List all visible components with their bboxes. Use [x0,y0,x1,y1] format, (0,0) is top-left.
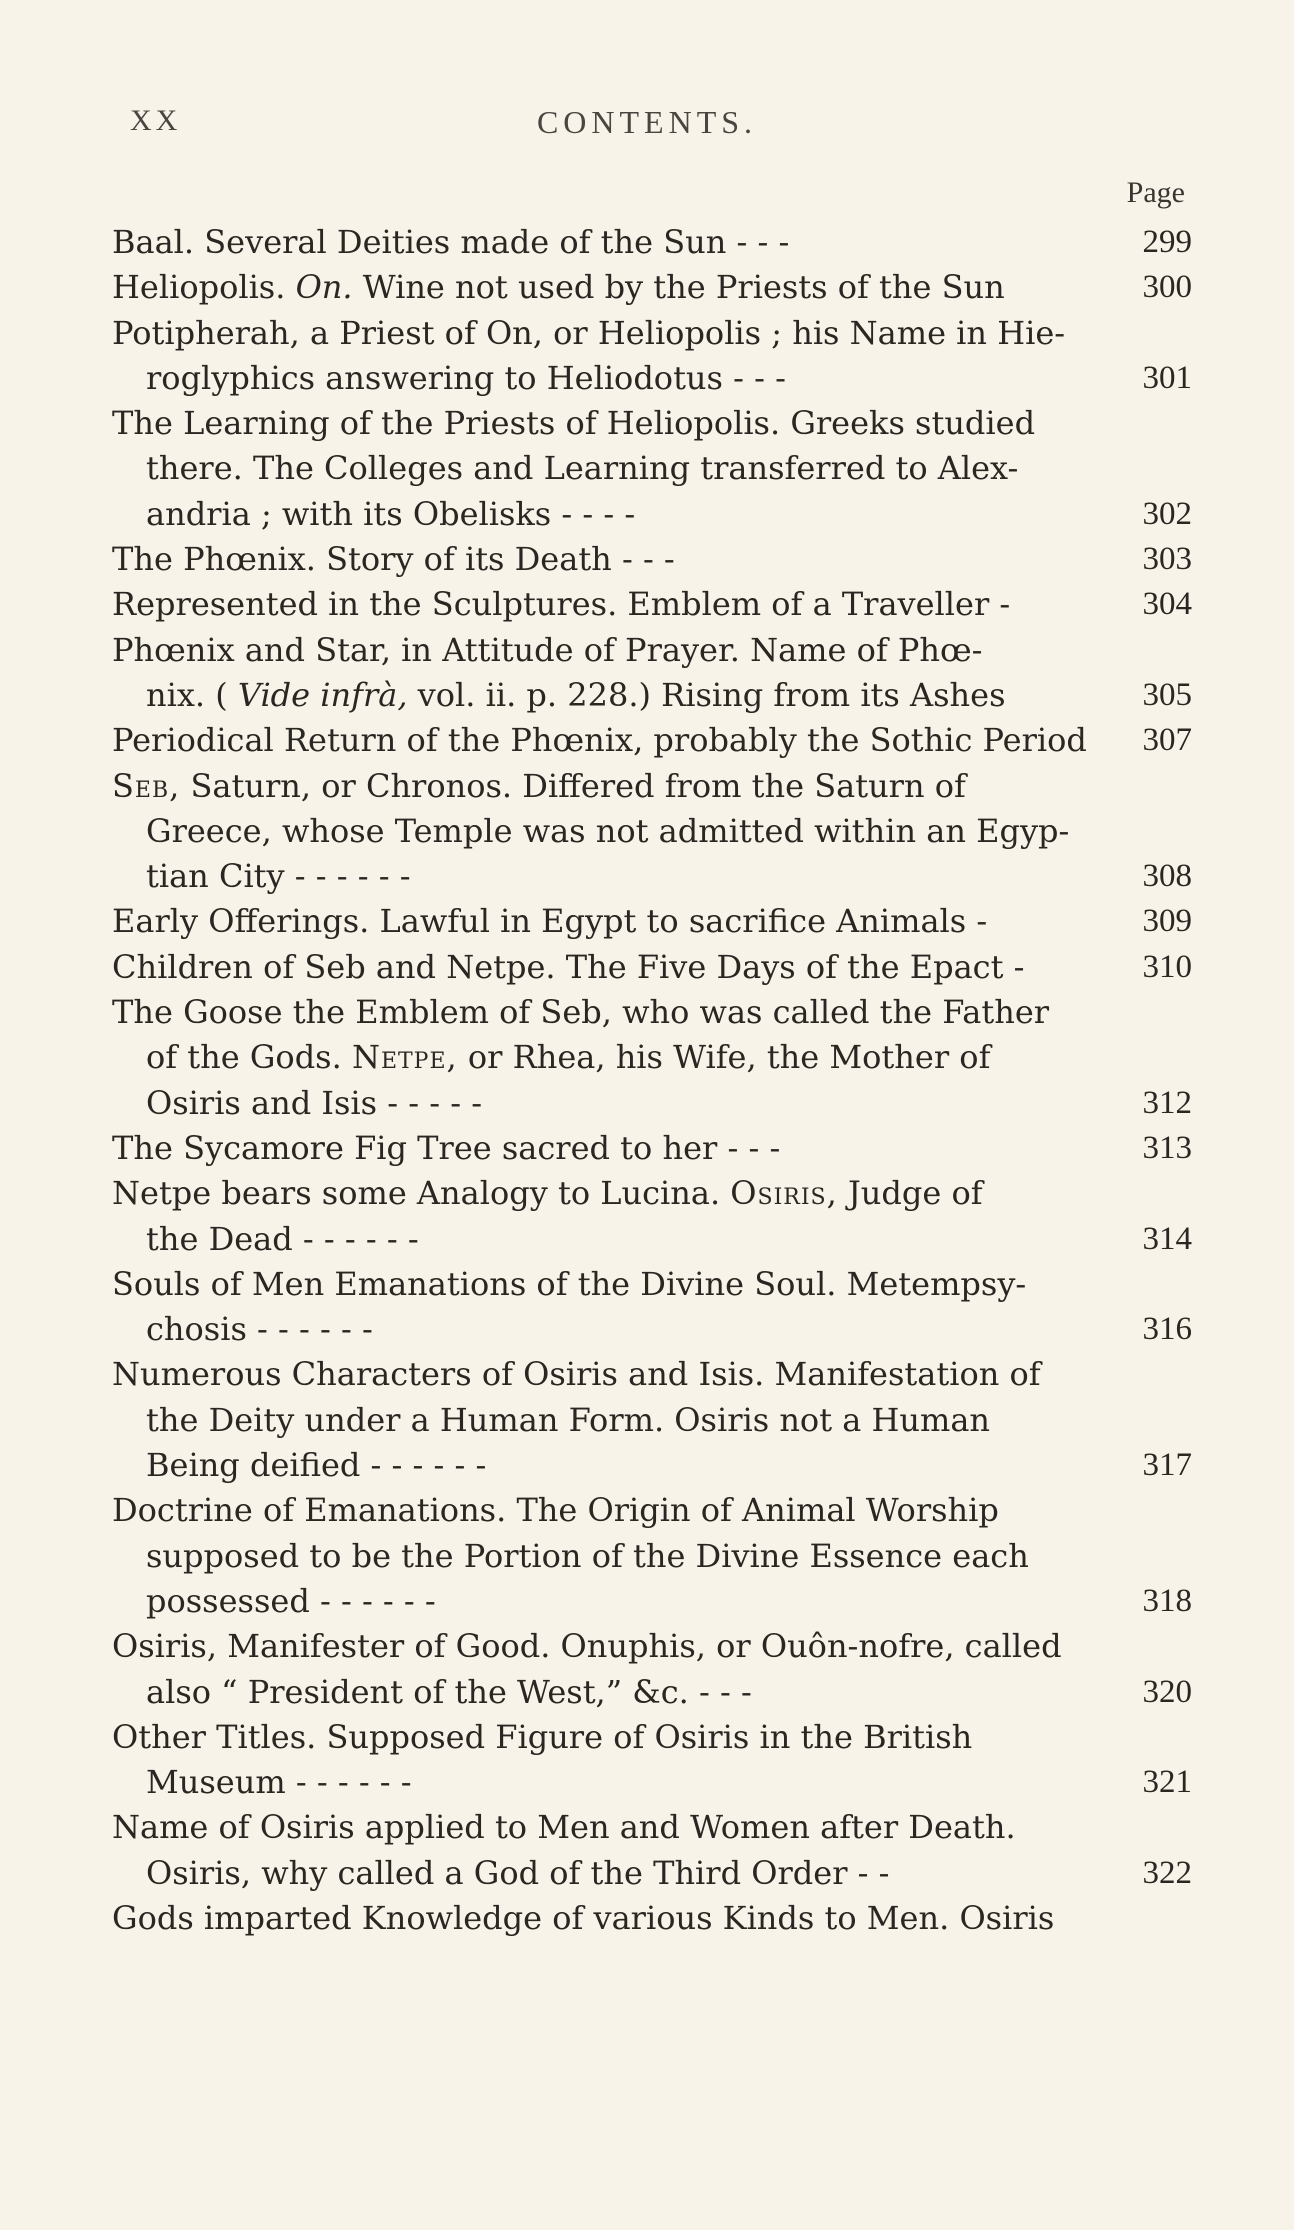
toc-line [112,446,1192,491]
toc-line [112,1670,1192,1715]
toc-entry-text: Children of Seb and Netpe. The Five Days of the Epact - [112,947,1025,986]
toc-line [112,537,1192,582]
toc-entry-text: Osiris, Manifester of Good. Onuphis, or Ouôn-nofre, called [112,1627,1062,1666]
toc-line [112,1262,1192,1307]
toc-line [112,1126,1192,1171]
toc-entry-text: supposed to be the Portion of the Divine Essence each [146,1536,1029,1575]
toc-line [112,1534,1192,1579]
page-folio: XX [130,104,182,137]
toc-page-number: 310 [1142,948,1192,985]
toc-line [112,1443,1192,1488]
toc-line [112,1217,1192,1262]
toc-line [112,582,1192,627]
toc-entry-text: there. The Colleges and Learning transferred to Alex- [146,449,1019,488]
toc-line [112,809,1192,854]
toc-entry-text: Museum - - - - - - [146,1763,412,1802]
page-header [0,104,1294,144]
toc-line [112,1398,1192,1443]
toc-page-number: 305 [1142,676,1192,713]
toc-line [112,1805,1192,1850]
toc-line [112,718,1192,763]
toc-entry-text: Other Titles. Supposed Figure of Osiris in the British [112,1717,973,1756]
toc-line [112,1352,1192,1397]
toc-page-number: 318 [1142,1582,1192,1619]
toc-page-number: 314 [1142,1220,1192,1257]
toc-line [112,628,1192,673]
toc-line [112,945,1192,990]
toc-line [112,1171,1192,1216]
toc-line [112,1488,1192,1533]
toc-entry-text: Being deified - - - - - - [146,1446,487,1485]
toc-page-number: 301 [1142,359,1192,396]
toc-page-number: 320 [1142,1673,1192,1710]
toc-page-number: 307 [1142,722,1192,759]
toc-entry-text: The Sycamore Fig Tree sacred to her - - - [112,1128,781,1167]
toc-line [112,1579,1192,1624]
toc-entry-text: Heliopolis. On. Wine not used by the Priests of the Sun [112,268,1005,307]
toc-entry-text: the Dead - - - - - - [146,1219,419,1258]
toc-line [112,899,1192,944]
toc-entry-text: tian City - - - - - - [146,857,411,896]
toc-line [112,1624,1192,1669]
toc-entry-text: Potipherah, a Priest of On, or Heliopolis ; his Name in Hie- [112,313,1066,352]
toc-entry-text: Early Offerings. Lawful in Egypt to sacrifice Animals - [112,902,988,941]
toc-line [112,1851,1192,1896]
toc-page-number: 308 [1142,858,1192,895]
toc-entry-text: nix. ( Vide infrà, vol. ii. p. 228.) Rising from its Ashes [146,675,1006,714]
toc-entry-text: Baal. Several Deities made of the Sun - - - [112,223,790,261]
toc-entry-text: Doctrine of Emanations. The Origin of Animal Worship [112,1491,999,1530]
toc-page-number: 304 [1142,586,1192,623]
toc-entry-text: Periodical Return of the Phœnix, probably the Sothic Period [112,721,1087,760]
toc-page-number: 299 [1142,224,1192,260]
toc-line [112,220,1192,265]
toc-line [112,1081,1192,1126]
toc-line [112,265,1192,310]
toc-page-number: 313 [1142,1129,1192,1166]
toc-entry-text: Name of Osiris applied to Men and Women after Death. [112,1808,1016,1847]
page-column-label: Page [1126,176,1185,209]
toc-entry-text: Osiris, why called a God of the Third Order - - [146,1853,890,1892]
toc-line [112,1896,1192,1941]
toc-page-number: 321 [1142,1764,1192,1801]
toc-entry-text: Numerous Characters of Osiris and Isis. Manifestation of [112,1355,1041,1394]
toc-entry-text: chosis - - - - - - [146,1310,373,1349]
toc-entry-text: roglyphics answering to Heliodotus - - - [146,358,786,397]
toc-line [112,1760,1192,1805]
toc-entry-text: possessed - - - - - - [146,1581,436,1620]
toc-entry-text: Phœnix and Star, in Attitude of Prayer. Name of Phœ- [112,630,983,669]
toc-entry-text: the Deity under a Human Form. Osiris not a Human [146,1400,991,1439]
toc-line [112,854,1192,899]
toc-line [112,401,1192,446]
toc-line [112,990,1192,1035]
toc-line [112,311,1192,356]
toc-entry-text: The Phœnix. Story of its Death - - - [112,540,675,579]
toc-page-number: 316 [1142,1311,1192,1348]
toc-line [112,492,1192,537]
toc-line [112,1715,1192,1760]
toc-line [112,1307,1192,1352]
contents-list [112,220,1192,1941]
toc-line [112,1035,1192,1080]
toc-entry-text: The Goose the Emblem of Seb, who was called the Father [112,993,1050,1032]
toc-page-number: 309 [1142,903,1192,940]
toc-entry-text: Greece, whose Temple was not admitted within an Egyp- [146,811,1070,850]
toc-page-number: 322 [1142,1854,1192,1891]
toc-page-number: 317 [1142,1447,1192,1484]
toc-page-number: 300 [1142,269,1192,306]
toc-page-number: 312 [1142,1084,1192,1121]
toc-page-number: 302 [1142,495,1192,532]
toc-entry-text: The Learning of the Priests of Heliopolis. Greeks studied [112,404,1036,443]
toc-entry-text: Seb, Saturn, or Chronos. Differed from the Saturn of [112,766,966,805]
toc-entry-text: Netpe bears some Analogy to Lucina. Osiris, Judge of [112,1174,983,1213]
toc-entry-text: also “ President of the West,” &c. - - - [146,1672,752,1711]
toc-line [112,356,1192,401]
toc-entry-text: andria ; with its Obelisks - - - - [146,494,636,533]
toc-line [112,764,1192,809]
toc-line [112,673,1192,718]
toc-entry-text: of the Gods. Netpe, or Rhea, his Wife, the Mother of [146,1038,991,1077]
running-title: CONTENTS. [536,104,758,140]
toc-entry-text: Souls of Men Emanations of the Divine Soul. Metempsy- [112,1264,1027,1303]
toc-page-number: 303 [1142,541,1192,578]
toc-entry-text: Gods imparted Knowledge of various Kinds to Men. Osiris [112,1898,1055,1937]
toc-entry-text: Osiris and Isis - - - - - [146,1083,482,1122]
toc-entry-text: Represented in the Sculptures. Emblem of a Traveller - [112,585,1011,624]
